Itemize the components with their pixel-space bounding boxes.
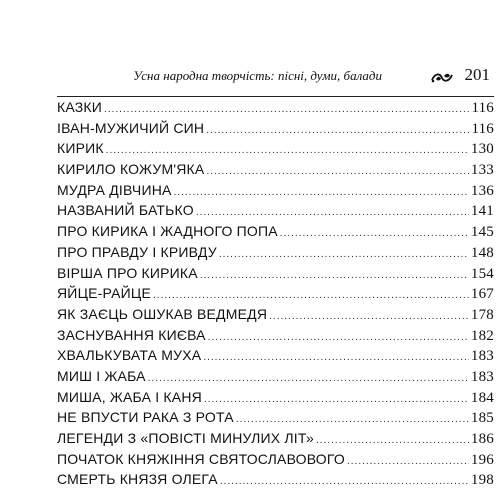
toc-dot-leader — [347, 456, 469, 467]
toc-entry-page: 196 — [470, 451, 494, 468]
toc-entry-page: 116 — [471, 120, 494, 137]
toc-dot-leader — [219, 249, 469, 260]
toc-entry-title: ІВАН-МУЖИЧИЙ СИН — [57, 119, 205, 136]
toc-entry-page: 167 — [470, 286, 494, 303]
toc-dot-leader — [104, 104, 469, 115]
toc-dot-leader — [204, 394, 469, 405]
toc-entry-title: КИРИЛО КОЖУМ'ЯКА — [57, 161, 205, 178]
toc-entry-page: 183 — [470, 368, 494, 385]
toc-entry-title: ЯЙЦЕ-РАЙЦЕ — [57, 285, 152, 302]
toc-entry-page: 133 — [470, 162, 494, 179]
toc-entry-page: 141 — [470, 203, 494, 220]
toc-entry[interactable] — [57, 161, 494, 182]
toc-entry[interactable] — [57, 99, 494, 120]
toc-dot-leader — [269, 311, 469, 322]
toc-entry-title: МИШ І ЖАБА — [57, 367, 146, 384]
toc-dot-leader — [206, 166, 468, 177]
toc-entry[interactable] — [57, 223, 494, 244]
toc-entry-title: ВІРША ПРО КИРИКА — [57, 264, 198, 281]
table-of-contents — [57, 99, 494, 492]
toc-entry-page: 148 — [470, 244, 494, 261]
toc-dot-leader — [148, 373, 469, 384]
running-head — [110, 66, 494, 86]
toc-entry-title: КИРИК — [57, 140, 104, 157]
toc-entry-title: ЯК ЗАЄЦЬ ОШУКАВ ВЕДМЕДЯ — [57, 305, 268, 322]
toc-entry[interactable] — [57, 140, 494, 161]
toc-entry[interactable] — [57, 306, 494, 327]
toc-entry[interactable] — [57, 120, 494, 141]
toc-dot-leader — [174, 187, 469, 198]
toc-entry-page: 183 — [470, 348, 494, 365]
toc-dot-leader — [203, 352, 469, 363]
toc-entry-title: МИША, ЖАБА І КАНЯ — [57, 388, 202, 405]
toc-dot-leader — [106, 145, 469, 156]
toc-entry-title: НЕ ВПУСТИ РАКА З РОТА — [57, 409, 234, 426]
toc-entry-title: МУДРА ДІВЧИНА — [57, 181, 172, 198]
toc-entry-title: ЛЕГЕНДИ З «ПОВІСТІ МИНУЛИХ ЛІТ» — [57, 430, 315, 446]
toc-entry-page: 130 — [470, 141, 494, 158]
toc-entry-page: 184 — [470, 389, 494, 406]
toc-entry-title: СМЕРТЬ КНЯЗЯ ОЛЕГА — [57, 471, 218, 488]
toc-dot-leader — [200, 270, 469, 281]
toc-entry-page: 178 — [470, 306, 494, 323]
toc-entry[interactable] — [57, 409, 494, 430]
toc-entry-title: КАЗКИ — [57, 99, 103, 115]
toc-entry-page: 136 — [470, 182, 494, 199]
toc-dot-leader — [236, 414, 469, 425]
running-title: Усна народна творчість: пісні, думи, балади — [133, 68, 382, 83]
floral-ornament-icon — [430, 70, 454, 84]
toc-dot-leader — [153, 290, 469, 301]
toc-entry-title: НАЗВАНИЙ БАТЬКО — [57, 202, 194, 219]
toc-entry[interactable] — [57, 368, 494, 389]
toc-entry-page: 186 — [470, 431, 494, 447]
toc-entry[interactable] — [57, 389, 494, 410]
toc-entry-page: 185 — [470, 410, 494, 427]
toc-entry[interactable] — [57, 202, 494, 223]
toc-entry-page: 145 — [470, 224, 494, 241]
toc-entry[interactable] — [57, 451, 494, 472]
toc-entry[interactable] — [57, 430, 494, 451]
toc-entry[interactable] — [57, 244, 494, 265]
toc-entry[interactable] — [57, 347, 494, 368]
toc-entry-page: 182 — [470, 327, 494, 344]
toc-entry-title: ХВАЛЬКУВАТА МУХА — [57, 347, 202, 364]
toc-entry-title: ЗАСНУВАННЯ КИЄВА — [57, 326, 206, 343]
toc-dot-leader — [220, 476, 469, 487]
toc-entry-page: 198 — [470, 472, 494, 489]
toc-entry-page: 154 — [470, 265, 494, 282]
toc-entry[interactable] — [57, 285, 494, 306]
toc-dot-leader — [316, 435, 469, 446]
toc-entry-title: ПРО КИРИКА І ЖАДНОГО ПОПА — [57, 223, 278, 240]
toc-entry[interactable] — [57, 471, 494, 492]
toc-dot-leader — [196, 207, 469, 218]
toc-entry-page: 116 — [471, 100, 494, 116]
toc-entry[interactable] — [57, 265, 494, 286]
toc-entry[interactable] — [57, 182, 494, 203]
header-rule — [57, 96, 494, 97]
toc-dot-leader — [206, 125, 469, 136]
toc-dot-leader — [208, 332, 469, 343]
toc-entry-title: ПОЧАТОК КНЯЖІННЯ СВЯТОСЛАВОВОГО — [57, 450, 345, 467]
toc-entry-title: ПРО ПРАВДУ І КРИВДУ — [57, 243, 217, 260]
toc-entry[interactable] — [57, 327, 494, 348]
page-number: 201 — [464, 65, 490, 84]
toc-dot-leader — [280, 228, 469, 239]
